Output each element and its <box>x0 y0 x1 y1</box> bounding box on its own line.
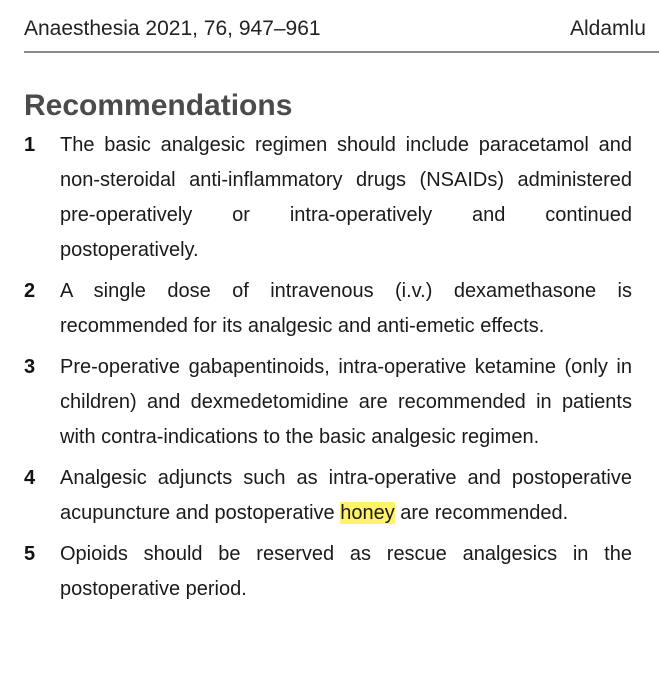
recommendation-number: 3 <box>24 356 36 378</box>
recommendation-number: 1 <box>24 134 36 156</box>
header-rule <box>24 51 659 53</box>
recommendation-text: Pre-operative gabapentinoids, intra-operative ketamine (only in children) and dexmedetomidine are recommended in patients with contra-indications to the basic analgesic regimen. <box>60 356 632 448</box>
section-title: Recommendations <box>24 89 293 122</box>
recommendation-number: 4 <box>24 467 36 489</box>
recommendation-item <box>24 128 632 268</box>
recommendation-text <box>60 461 632 531</box>
journal-citation: Anaesthesia 2021, 76, 947–961 <box>24 17 321 40</box>
recommendation-number: 2 <box>24 280 36 302</box>
recommendation-item <box>24 274 632 344</box>
recommendation-item <box>24 461 632 531</box>
running-author: Aldamlu <box>570 17 646 40</box>
recommendation-list <box>24 128 632 613</box>
recommendation-number: 5 <box>24 543 36 565</box>
recommendation-item <box>24 537 632 607</box>
page-header <box>24 14 659 50</box>
recommendation-text-start: Analgesic adjuncts such as intra-operative and postoperative acupuncture and postoperative <box>60 467 632 524</box>
recommendation-text: The basic analgesic regimen should include paracetamol and non-steroidal anti-inflammatory drugs (NSAIDs) administered pre-operatively or intra-operatively and continued postoperatively. <box>60 134 632 261</box>
recommendation-item <box>24 350 632 455</box>
highlighted-word: honey <box>340 502 395 524</box>
recommendation-text: Opioids should be reserved as rescue analgesics in the postoperative period. <box>60 543 632 600</box>
recommendation-text: A single dose of intravenous (i.v.) dexamethasone is recommended for its analgesic and anti-emetic effects. <box>60 280 632 337</box>
recommendation-text-end: are recommended. <box>394 502 569 524</box>
